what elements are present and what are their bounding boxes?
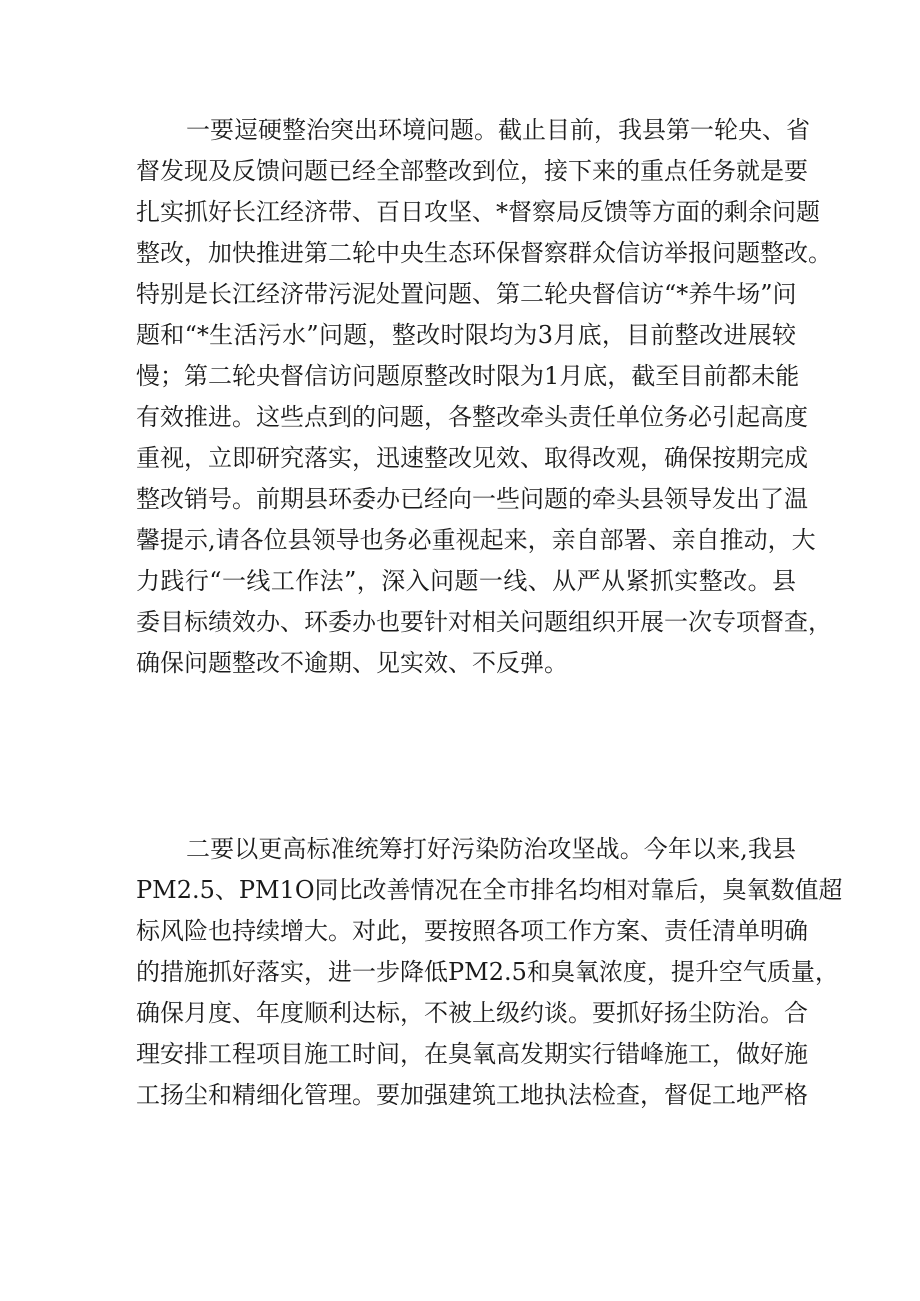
paragraph-line: 标风险也持续增大。对此，要按照各项工作方案、责任清单明确: [136, 917, 808, 945]
paragraph-line: 工扬尘和精细化管理。要加强建筑工地执法检查，督促工地严格: [136, 1081, 808, 1109]
paragraph-line: 有效推进。这些点到的问题，各整改牵头责任单位务必引起高度: [136, 403, 808, 431]
paragraph-line: 力践行“一线工作法”，深入问题一线、从严从紧抓实整改。县: [136, 567, 796, 595]
paragraph-line: 重视，立即研究落实，迅速整改见效、取得改观，确保按期完成: [136, 444, 808, 472]
paragraph-line: 馨提示,请各位县领导也务必重视起来，亲自部署、亲自推动，大: [136, 526, 816, 554]
paragraph-line: 特别是长江经济带污泥处置问题、第二轮央督信访“*养牛场”问: [136, 280, 797, 308]
paragraph-line: 理安排工程项目施工时间，在臭氧高发期实行错峰施工，做好施: [136, 1040, 808, 1068]
paragraph-line: 题和“*生活污水”问题，整改时限均为3月底，目前整改进展较: [136, 321, 796, 349]
paragraph-line: 一要逗硬整治突出环境问题。截止目前，我县第一轮央、省: [186, 116, 810, 144]
paragraph-pollution-prevention: [136, 829, 843, 1116]
paragraph-line: 整改销号。前期县环委办已经向一些问题的牵头县领导发出了温: [136, 485, 808, 513]
paragraph-line: PM2.5、PM1O同比改善情况在全市排名均相对靠后，臭氧数值超: [136, 876, 843, 904]
paragraph-line: 的措施抓好落实，进一步降低PM2.5和臭氧浓度，提升空气质量，: [136, 958, 839, 986]
paragraph-line: 扎实抓好长江经济带、百日攻坚、*督察局反馈等方面的剩余问题: [136, 198, 820, 226]
paragraph-line: 督发现及反馈问题已经全部整改到位，接下来的重点任务就是要: [136, 157, 808, 185]
paragraph-line: 委目标绩效办、环委办也要针对相关问题组织开展一次专项督查，: [136, 608, 832, 636]
paragraph-line: 确保问题整改不逾期、见实效、不反弹。: [136, 649, 568, 677]
paragraph-line: 慢；第二轮央督信访问题原整改时限为1月底，截至目前都未能: [136, 362, 800, 390]
paragraph-line: 二要以更高标准统筹打好污染防治攻坚战。今年以来,我县: [186, 835, 796, 863]
paragraph-line: 整改，加快推进第二轮中央生态环保督察群众信访举报问题整改。: [136, 239, 832, 267]
paragraph-line: 确保月度、年度顺利达标，不被上级约谈。要抓好扬尘防治。合: [136, 999, 808, 1027]
paragraph-environment-rectification: [136, 110, 832, 684]
